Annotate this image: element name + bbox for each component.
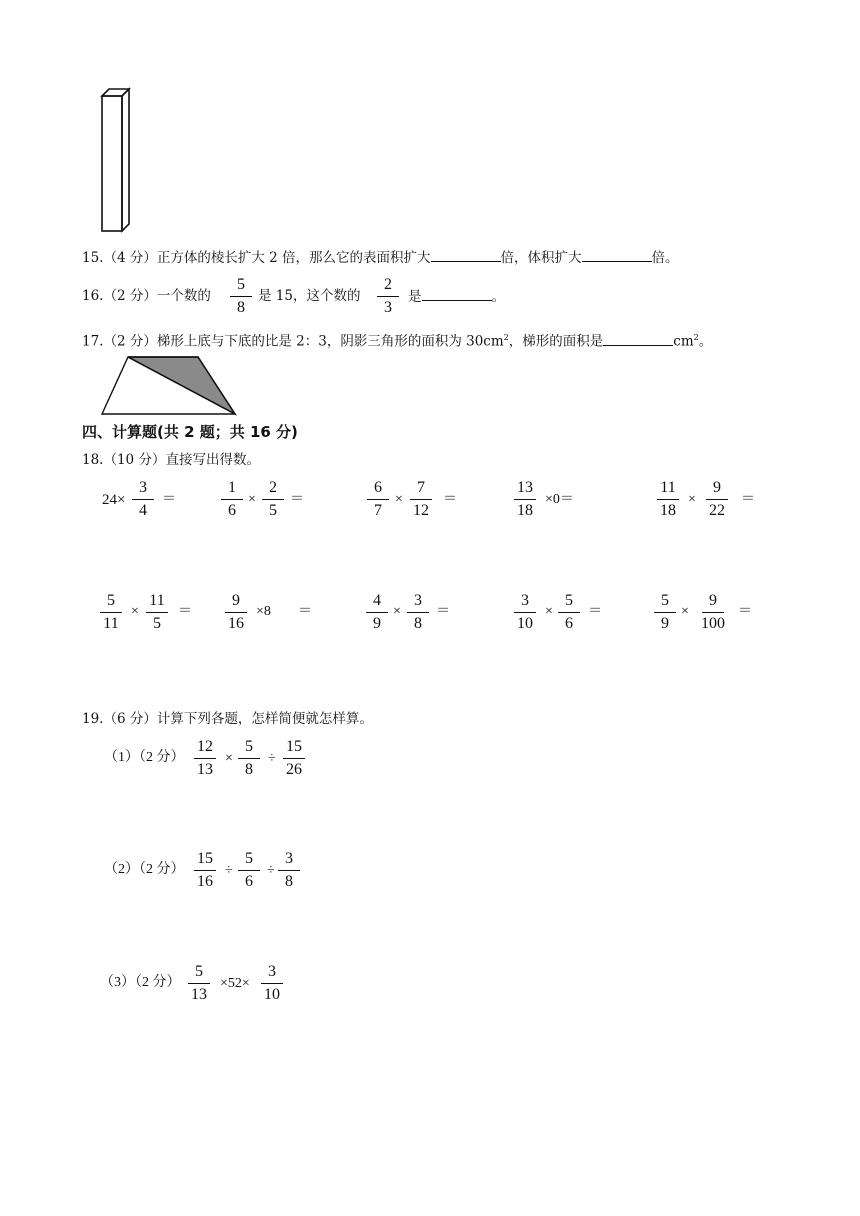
operator: × (248, 492, 256, 507)
fraction: 1 6 (212, 479, 252, 520)
section-title: 四、计算题(共 2 题；共 16 分) (82, 423, 298, 441)
fraction: 5 8 (229, 738, 269, 779)
operator: ÷ (268, 751, 276, 766)
equals-sign: ＝ (162, 492, 176, 507)
equals-sign: ＝ (298, 604, 312, 619)
answer-blank[interactable] (582, 248, 652, 262)
question-19: 19.（6 分）计算下列各题，怎样简便就怎样算。 (82, 711, 373, 727)
question-18-number: 18.（10 分） (82, 452, 166, 468)
fraction: 15 26 (274, 738, 314, 779)
fraction: 5 6 (229, 850, 269, 891)
equals-sign: ＝ (436, 604, 450, 619)
fraction: 9 22 (697, 479, 737, 520)
fraction: 2 5 (253, 479, 293, 520)
question-16-text-c: 是 。 (408, 289, 505, 305)
expression-text: ×8 (256, 604, 271, 619)
trapezoid-figure (100, 355, 240, 417)
question-15 (82, 248, 679, 267)
fraction: 3 8 (398, 592, 438, 633)
fraction: 3 8 (269, 850, 309, 891)
cuboid-figure (96, 86, 136, 236)
fraction: 5 9 (645, 592, 685, 633)
question-16-text-a: 一个数的 (156, 288, 211, 304)
operator: × (395, 492, 403, 507)
question-15-number: 15.（4 分） (82, 250, 157, 266)
question-19-number: 19.（6 分） (82, 711, 157, 727)
operator: × (545, 604, 553, 619)
question-15-text-a: 正方体的棱长扩大 2 倍，那么它的表面积扩大 (156, 250, 431, 266)
fraction: 15 16 (185, 850, 225, 891)
fraction: 11 18 (648, 479, 688, 520)
fraction: 3 10 (505, 592, 545, 633)
subquestion-label: （1）（2 分） (104, 750, 185, 765)
fraction: 6 7 (358, 479, 398, 520)
equals-sign: ＝ (443, 492, 457, 507)
question-16-prefix (82, 287, 211, 305)
fraction: 5 8 (221, 276, 261, 317)
fraction: 3 4 (123, 479, 163, 520)
expression-text: 24× (102, 492, 126, 508)
equals-sign: ＝ (290, 492, 304, 507)
operator: × (225, 751, 233, 766)
operator: ÷ (225, 863, 233, 878)
subquestion-label: （3）（2 分） (100, 975, 181, 990)
subquestion-label: （2）（2 分） (104, 862, 185, 877)
answer-blank[interactable] (603, 332, 673, 346)
fraction: 13 18 (505, 479, 545, 520)
operator: × (131, 604, 139, 619)
fraction: 7 12 (401, 479, 441, 520)
fraction: 9 16 (216, 592, 256, 633)
fraction: 12 13 (185, 738, 225, 779)
equals-sign: ＝ (738, 604, 752, 619)
equals-sign: ＝ (741, 492, 755, 507)
operator: × (688, 492, 696, 507)
fraction: 4 9 (357, 592, 397, 633)
equals-sign: ＝ (588, 604, 602, 619)
fraction: 11 5 (137, 592, 177, 633)
operator: × (681, 604, 689, 619)
question-17-number: 17.（2 分） (82, 333, 157, 350)
equals-sign: ＝ (178, 604, 192, 619)
question-17: 17.（2 分）梯形上底与下底的比是 2：3，阴影三角形的面积为 $30cm^2$，梯形的面积是 $cm^2$。 (82, 333, 713, 350)
fraction: 5 6 (549, 592, 589, 633)
question-18: 18.（10 分）直接写出得数。 (82, 452, 260, 468)
operator: ÷ (267, 863, 275, 878)
operator: × (393, 604, 401, 619)
question-16-text-b: 是 15，这个数的 (258, 288, 361, 304)
question-15-text-b: 倍，体积扩大 (500, 250, 582, 266)
expression-text: ×0＝ (545, 492, 574, 507)
question-15-text-c: 倍。 (651, 250, 679, 266)
fraction: 2 3 (368, 276, 408, 317)
fraction: 5 13 (179, 963, 219, 1004)
fraction: 5 11 (91, 592, 131, 633)
expression-text: ×52× (220, 976, 250, 991)
fraction: 3 10 (252, 963, 292, 1004)
question-16-number: 16.（2 分） (82, 288, 157, 304)
answer-blank[interactable] (422, 287, 492, 301)
fraction: 9 100 (701, 592, 725, 632)
answer-blank[interactable] (431, 248, 501, 262)
